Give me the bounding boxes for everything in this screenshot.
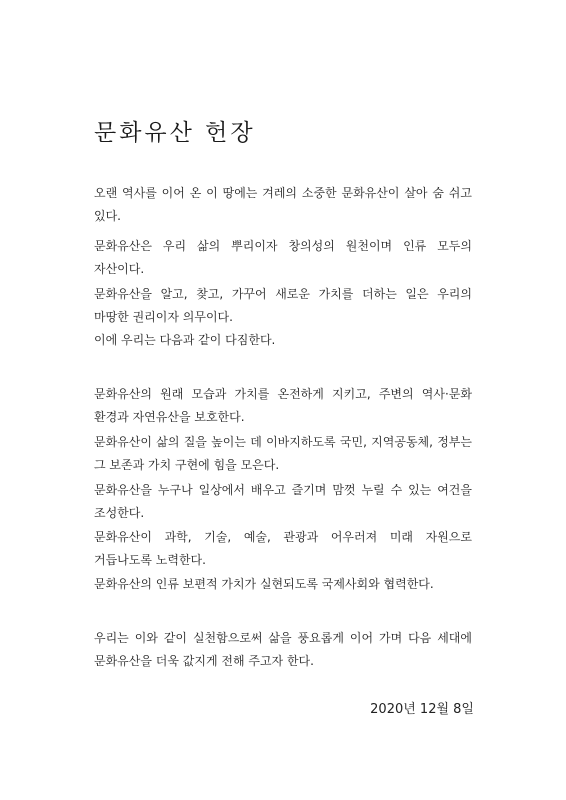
preamble-paragraph-2: 문화유산은 우리 삶의 뿌리이자 창의성의 원천이며 인류 모두의 자산이다. [94, 239, 472, 276]
article-5: 문화유산의 인류 보편적 가치가 실현되도록 국제사회와 협력한다. [94, 577, 434, 591]
page-title: 문화유산 헌장 [94, 120, 256, 146]
article-1: 문화유산의 원래 모습과 가치를 온전하게 지키고, 주변의 역사·문화 환경과 자연유산을 보호한다. [94, 387, 472, 424]
preamble-paragraph-3: 문화유산을 알고, 찾고, 가꾸어 새로운 가치를 더하는 일은 우리의 마땅한 권리이자 의무이다. [94, 287, 472, 324]
preamble-paragraph-1: 오랜 역사를 이어 온 이 땅에는 겨레의 소중한 문화유산이 살아 숨 쉬고 있다. [94, 186, 472, 223]
charter-date: 2020년 12월 8일 [370, 702, 474, 717]
article-2: 문화유산이 삶의 질을 높이는 데 이바지하도록 국민, 지역공동체, 정부는 그 보존과 가치 구현에 힘을 모은다. [94, 435, 472, 472]
article-4: 문화유산이 과학, 기술, 예술, 관광과 어우러져 미래 자원으로 거듭나도록 노력한다. [94, 530, 472, 567]
closing-paragraph: 우리는 이와 같이 실천함으로써 삶을 풍요롭게 이어 가며 다음 세대에 문화유산을 더욱 값지게 전해 주고자 한다. [94, 631, 472, 668]
preamble-paragraph-4: 이에 우리는 다음과 같이 다짐한다. [94, 333, 276, 347]
article-3: 문화유산을 누구나 일상에서 배우고 즐기며 맘껏 누릴 수 있는 여건을 조성한다. [94, 483, 472, 520]
